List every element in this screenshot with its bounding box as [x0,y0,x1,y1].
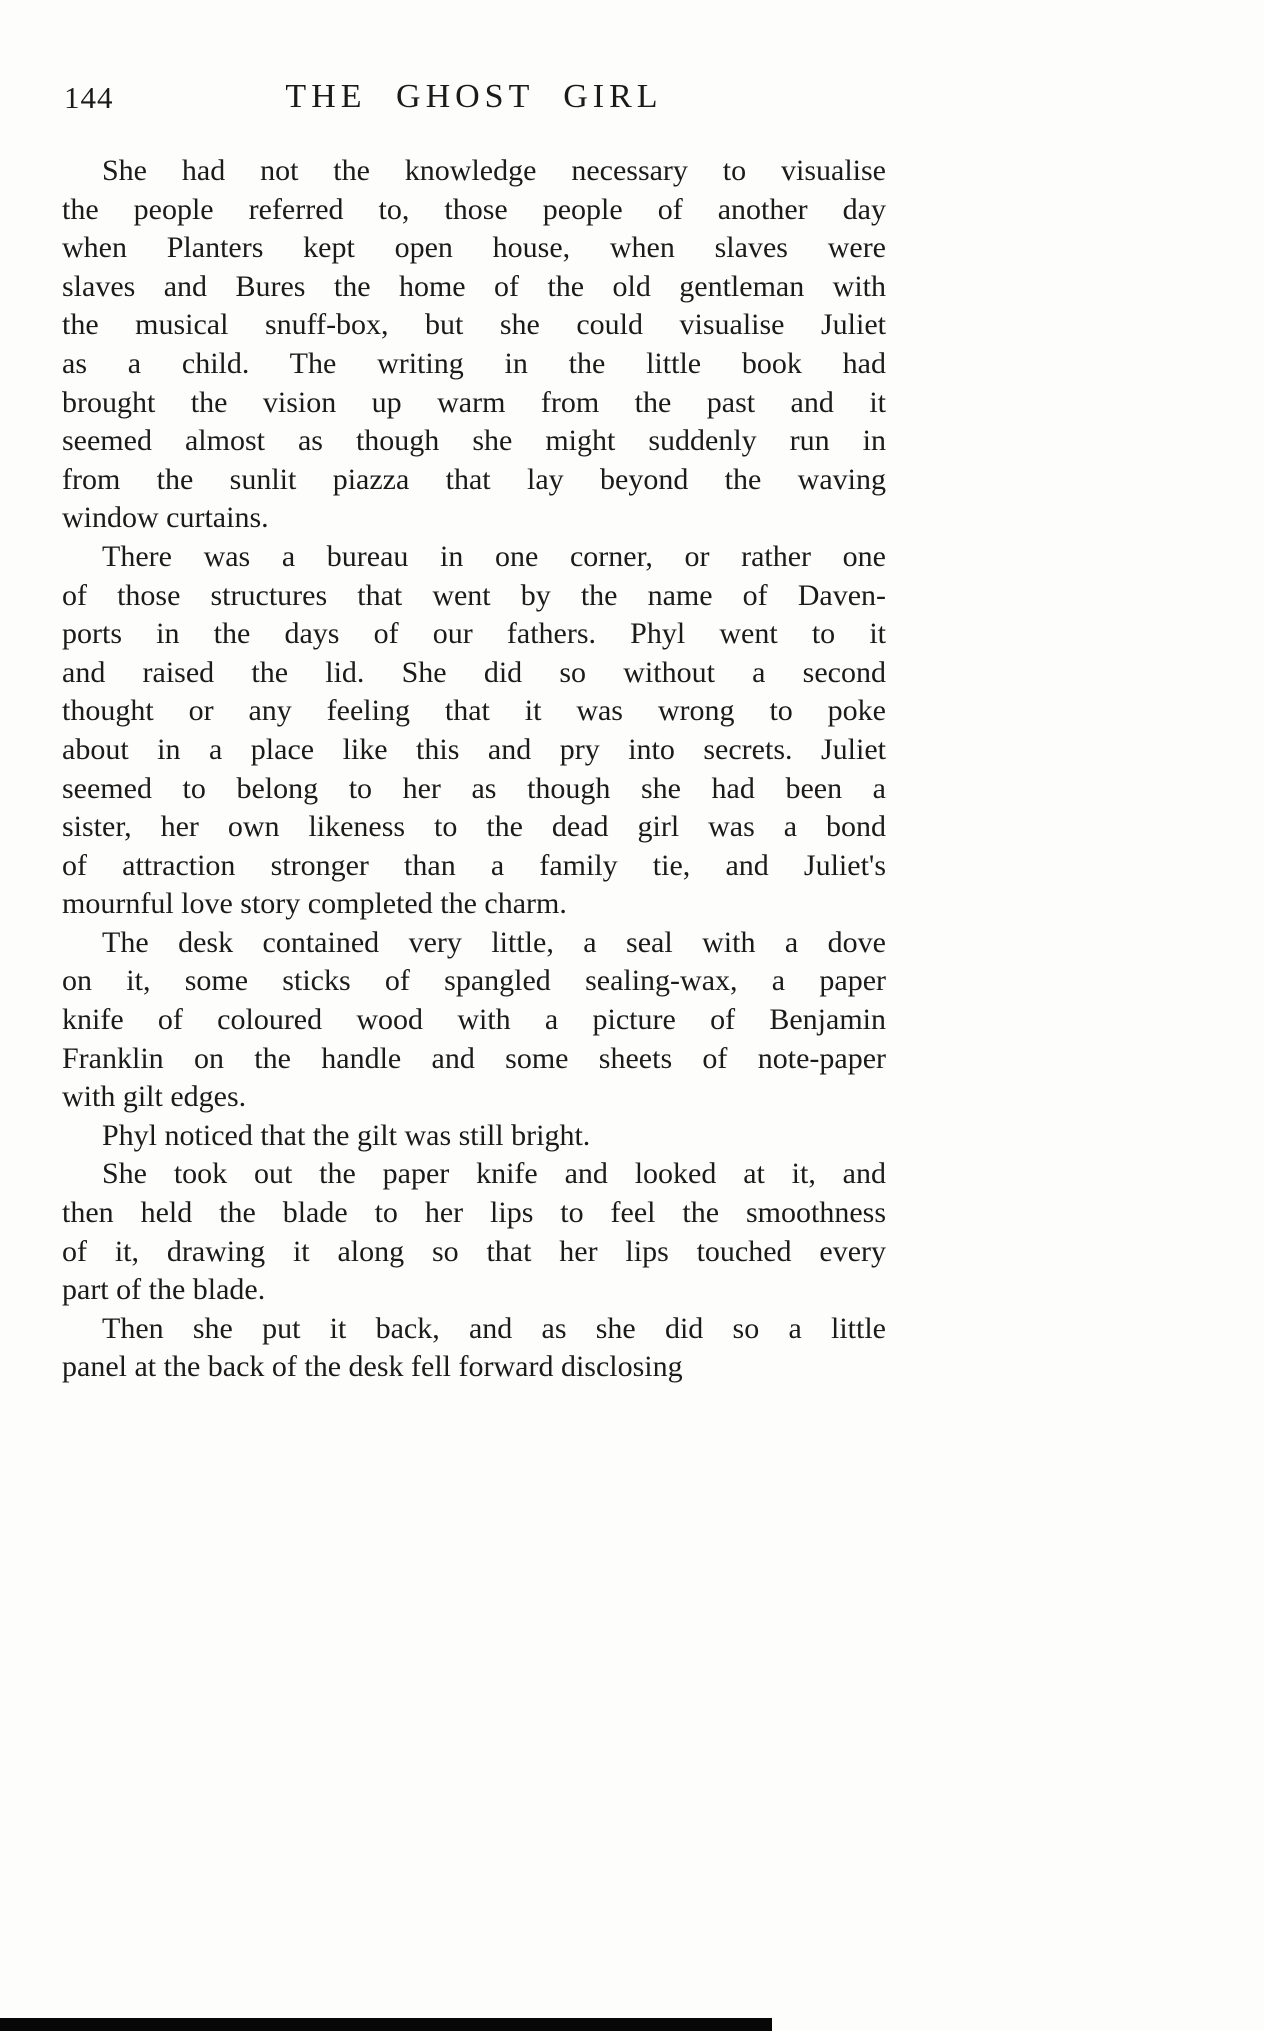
paragraph [62,1155,886,1309]
text-line: seemed to belong to her as though she had been a [62,771,886,805]
text-line: Phyl noticed that the gilt was still bright. [102,1118,591,1152]
body-text [62,152,886,1387]
text-line: Franklin on the handle and some sheets of note-paper [62,1041,886,1075]
text-line: thought or any feeling that it was wrong to poke [62,694,886,728]
text-line: mournful love story completed the charm. [62,887,567,921]
text-line: brought the vision up warm from the past and it [62,385,886,419]
text-line: knife of coloured wood with a picture of Benjamin [62,1003,886,1037]
text-line: the people referred to, those people of another day [62,192,886,226]
text-line: sister, her own likeness to the dead girl was a bond [62,810,886,844]
text-line: She had not the knowledge necessary to visualise [102,154,886,187]
text-line: seemed almost as though she might suddenly run in [62,424,886,458]
page-header [62,78,886,122]
text-line: ports in the days of our fathers. Phyl went to it [62,617,886,651]
text-line: on it, some sticks of spangled sealing-wax, a paper [62,964,886,998]
text-line: The desk contained very little, a seal with a dove [102,925,886,959]
text-line: She took out the paper knife and looked at it, and [102,1157,886,1191]
page-number: 144 [64,80,114,115]
text-line: of attraction stronger than a family tie, and Juliet's [62,848,886,882]
text-line: slaves and Bures the home of the old gentleman with [62,269,886,303]
text-line: of it, drawing it along so that her lips touched every [62,1234,886,1268]
text-line: as a child. The writing in the little book had [62,346,886,380]
text-line: part of the blade. [62,1273,266,1307]
text-line: the musical snuff-box, but she could visualise Juliet [62,308,886,342]
text-line: of those structures that went by the name of Daven- [62,578,886,612]
paragraph [62,538,886,924]
text-line: There was a bureau in one corner, or rather one [102,539,886,573]
paragraph [62,924,886,1117]
paragraph [62,152,886,538]
scan-artifact-bar [0,2018,772,2031]
text-line: then held the blade to her lips to feel the smoothness [62,1196,886,1230]
text-line: from the sunlit piazza that lay beyond the waving [62,462,886,496]
text-line: panel at the back of the desk fell forward disclosing [62,1350,683,1384]
text-line: with gilt edges. [62,1080,247,1114]
text-line: when Planters kept open house, when slaves were [62,231,886,265]
text-line: Then she put it back, and as she did so a little [102,1311,886,1345]
text-line: and raised the lid. She did so without a second [62,655,886,689]
text-line: window curtains. [62,501,269,535]
paragraph [62,1310,886,1387]
paragraph [62,1117,886,1156]
running-title: THE GHOST GIRL [285,78,663,115]
text-line: about in a place like this and pry into secrets. Juliet [62,732,886,766]
